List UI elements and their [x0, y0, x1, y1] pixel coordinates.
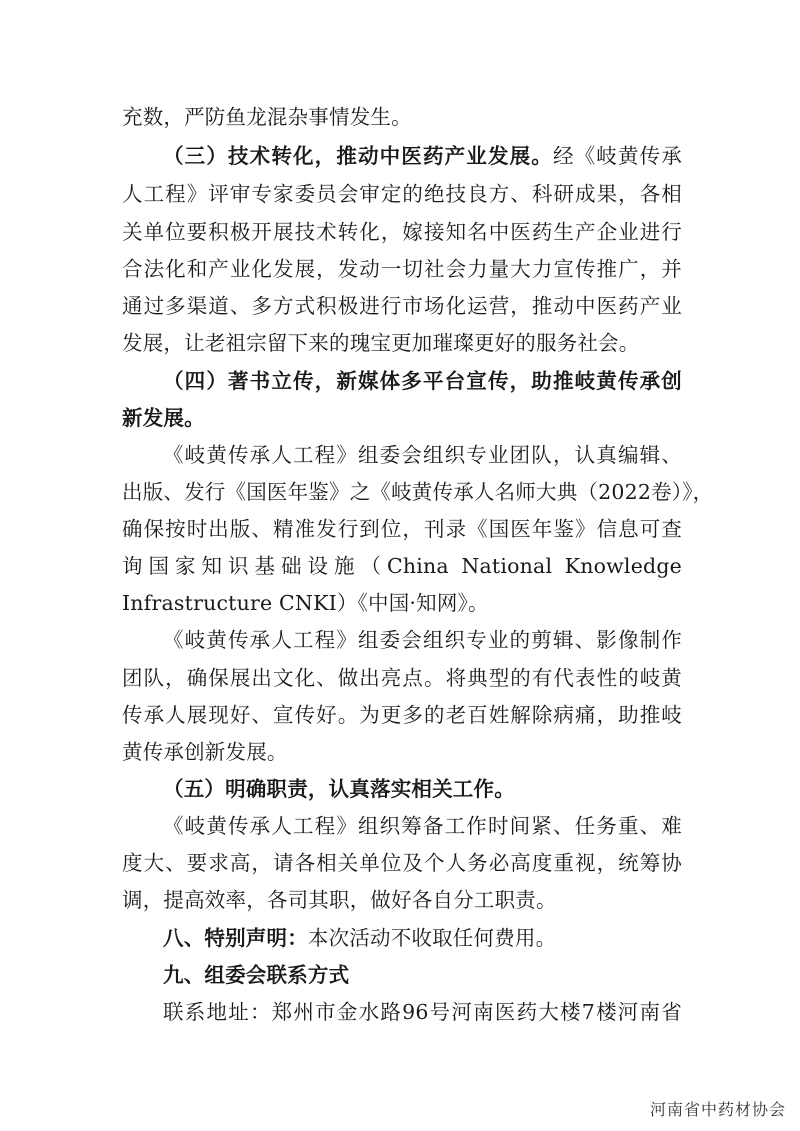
text-segment: 关单位要积极开展技术转化，嫁接知名中医药生产企业进行 — [122, 220, 682, 244]
text-segment: 确保按时出版、精准发行到位，刊录《国医年鉴》信息可查 — [122, 517, 682, 541]
text-segment: 出版、发行《国医年鉴》之《岐黄传承人名师大典（2022卷）》， — [122, 480, 714, 504]
text-line — [122, 328, 682, 358]
text-segment: 充数，严防鱼龙混杂事情发生。 — [122, 105, 412, 129]
bold-text-segment: （五）明确职责，认真落实相关工作。 — [163, 777, 515, 801]
text-segment: 人工程》评审专家委员会审定的绝技良方、科研成果，各相 — [122, 182, 682, 206]
bold-text-segment: （三）技术转化，推动中医药产业发展。 — [163, 144, 553, 168]
bold-text-segment: （四）著书立传，新媒体多平台宣传，助推岐黄传承创 — [163, 369, 682, 393]
bold-text-segment: 九、组委会联系方式 — [163, 963, 350, 987]
text-line — [163, 960, 682, 990]
text-line — [163, 366, 682, 396]
text-line — [122, 848, 682, 878]
text-segment: 询国家知识基础设施（China National Knowledge — [122, 554, 682, 578]
text-segment: Infrastructure CNKI）《中国·知网》。 — [122, 591, 489, 615]
text-line — [122, 663, 682, 693]
text-line — [122, 885, 682, 915]
text-segment: 《岐黄传承人工程》组织筹备工作时间紧、任务重、难 — [163, 814, 682, 838]
text-line — [122, 217, 682, 247]
text-segment: 合法化和产业化发展，发动一切社会力量大力宣传推广，并 — [122, 257, 682, 281]
text-segment: 黄传承创新发展。 — [122, 740, 288, 764]
footer-watermark: 河南省中药材协会 — [649, 1100, 786, 1119]
text-line — [122, 514, 682, 544]
text-line — [122, 403, 682, 433]
text-segment: 传承人展现好、宣传好。为更多的老百姓解除病痛，助推岐 — [122, 703, 682, 727]
bold-text-segment: 新发展。 — [122, 406, 205, 430]
text-line — [163, 440, 682, 470]
text-segment: 《岐黄传承人工程》组委会组织专业团队，认真编辑、 — [163, 443, 682, 467]
text-line — [122, 551, 682, 581]
text-line — [163, 774, 682, 804]
text-segment: 本次活动不收取任何费用。 — [307, 926, 557, 950]
bold-text-segment: 八、特别声明： — [163, 926, 308, 950]
text-segment: 度大、要求高，请各相关单位及个人务必高度重视，统筹协 — [122, 851, 682, 875]
text-line — [163, 625, 682, 655]
text-segment: 团队，确保展出文化、做出亮点。将典型的有代表性的岐黄 — [122, 666, 682, 690]
text-line — [163, 997, 682, 1027]
text-line — [122, 477, 714, 507]
text-line — [122, 737, 682, 767]
text-segment: 经《岐黄传承 — [552, 144, 682, 168]
text-segment: 《岐黄传承人工程》组委会组织专业的剪辑、影像制作 — [163, 628, 682, 652]
text-line — [122, 102, 682, 132]
text-line — [122, 254, 682, 284]
text-line — [122, 588, 682, 618]
text-line — [122, 700, 682, 730]
text-line — [163, 923, 682, 953]
text-line — [163, 811, 682, 841]
text-segment: 联系地址：郑州市金水路96号河南医药大楼7楼河南省 — [163, 1000, 682, 1024]
text-segment: 调，提高效率，各司其职，做好各自分工职责。 — [122, 888, 557, 912]
text-line — [163, 141, 682, 171]
text-line — [122, 291, 682, 321]
text-line — [122, 179, 682, 209]
text-segment: 发展，让老祖宗留下来的瑰宝更加璀璨更好的服务社会。 — [122, 331, 640, 355]
text-segment: 通过多渠道、多方式积极进行市场化运营，推动中医药产业 — [122, 294, 682, 318]
